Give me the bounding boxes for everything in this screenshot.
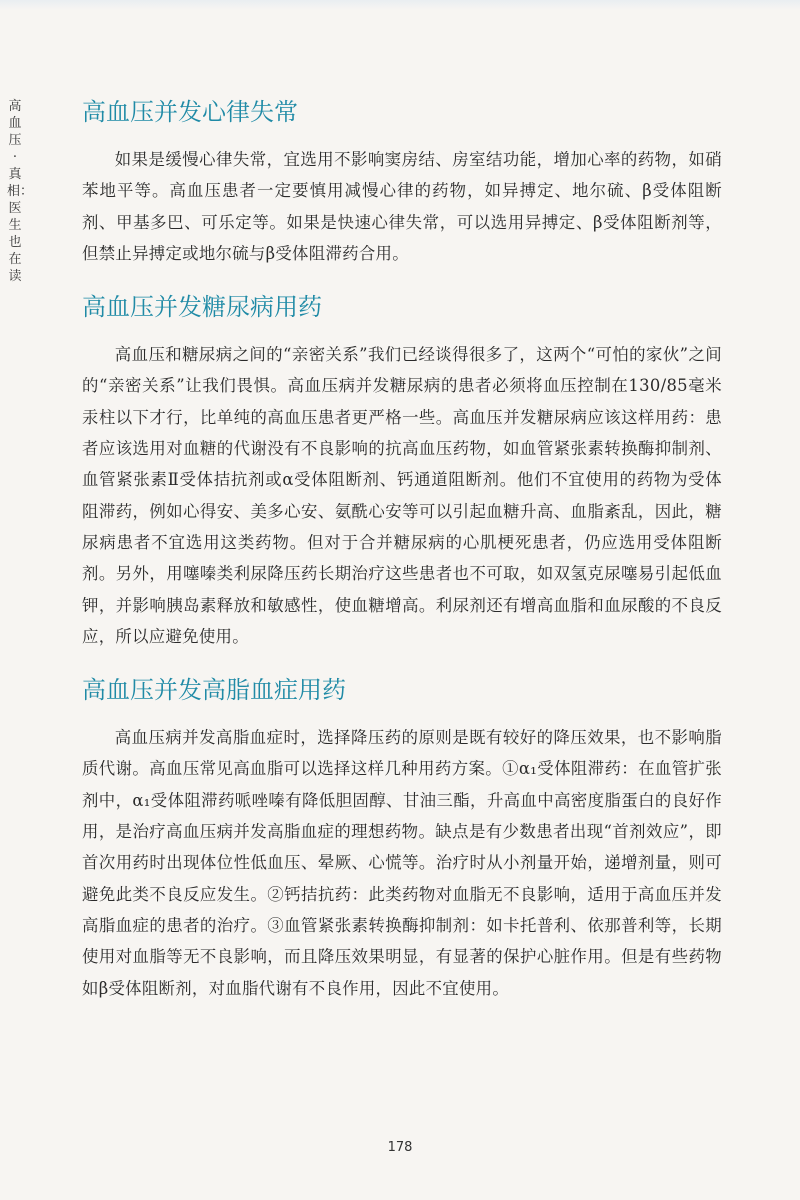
- top-edge: [0, 0, 800, 10]
- page-number: 178: [387, 1140, 413, 1155]
- section-arrhythmia: [82, 92, 722, 269]
- paragraph: 如果是缓慢心律失常，宜选用不影响窦房结、房室结功能，增加心率的药物，如硝苯地平等。高血压患者一定要慎用减慢心律的药物，如异搏定、地尔硫、β受体阻断剂、甲基多巴、可乐定等。如果是快速心律失常，可以选用异搏定、β受体阻断剂等，但禁止异搏定或地尔硫与β受体阻滞药合用。: [82, 150, 722, 263]
- section-title: 高血压并发高脂血症用药: [82, 676, 346, 705]
- section-title: 高血压并发心律失常: [82, 98, 298, 126]
- paragraph: 高血压病并发高脂血症时，选择降压药的原则是既有较好的降压效果，也不影响脂质代谢。高血压常见高血脂可以选择这样几种用药方案。①α₁受体阻滞药：在血管扩张剂中，α₁受体阻滞药哌唑嗪有降低胆固醇、甘油三酯，升高血中高密度脂蛋白的良好作用，是治疗高血压病并发高脂血症的理想药物。缺点是有少数患者出现“首剂效应”，即首次用药时出现体位性低血压、晕厥、心慌等。治疗时从小剂量开始，递增剂量，则可避免此类不良反应发生。②钙拮抗药：此类药物对血脂无不良影响，适用于高血压并发高脂血症的患者的治疗。③血管紧张素转换酶抑制剂：如卡托普利、依那普利等，长期使用对血脂等无不良影响，而且降压效果明显，有显著的保护心脏作用。但是有些药物如β受体阻断剂，对血脂代谢有不良作用，因此不宜使用。: [82, 728, 722, 998]
- paragraph: 高血压和糖尿病之间的“亲密关系”我们已经谈得很多了，这两个“可怕的家伙”之间的“亲密关系”让我们畏惧。高血压病并发糖尿病的患者必须将血压控制在130/85毫米汞柱以下才行，比单纯的高血压患者更严格一些。高血压并发糖尿病应该这样用药：患者应该选用对血糖的代谢没有不良影响的抗高血压药物，如血管紧张素转换酶抑制剂、血管紧张素Ⅱ受体拮抗剂或α受体阻断剂、钙通道阻断剂。他们不宜使用的药物为受体阻滞药，例如心得安、美多心安、氨酰心安等可以引起血糖升高、血脂紊乱，因此，糖尿病患者不宜选用这类药物。但对于合并糖尿病的心肌梗死患者，仍应选用受体阻断剂。另外，用噻嗪类利尿降压药长期治疗这些患者也不可取，如双氢克尿噻易引起低血钾，并影响胰岛素释放和敏感性，使血糖增高。利尿剂还有增高血脂和血尿酸的不良反应，所以应避免使用。: [82, 345, 722, 646]
- section-title: 高血压并发糖尿病用药: [82, 293, 322, 322]
- section-hyperlipidemia: [82, 670, 722, 1004]
- section-diabetes: [82, 287, 722, 652]
- running-head: 高血压·真相：医生也在读: [7, 99, 34, 284]
- page-body: [82, 92, 722, 1004]
